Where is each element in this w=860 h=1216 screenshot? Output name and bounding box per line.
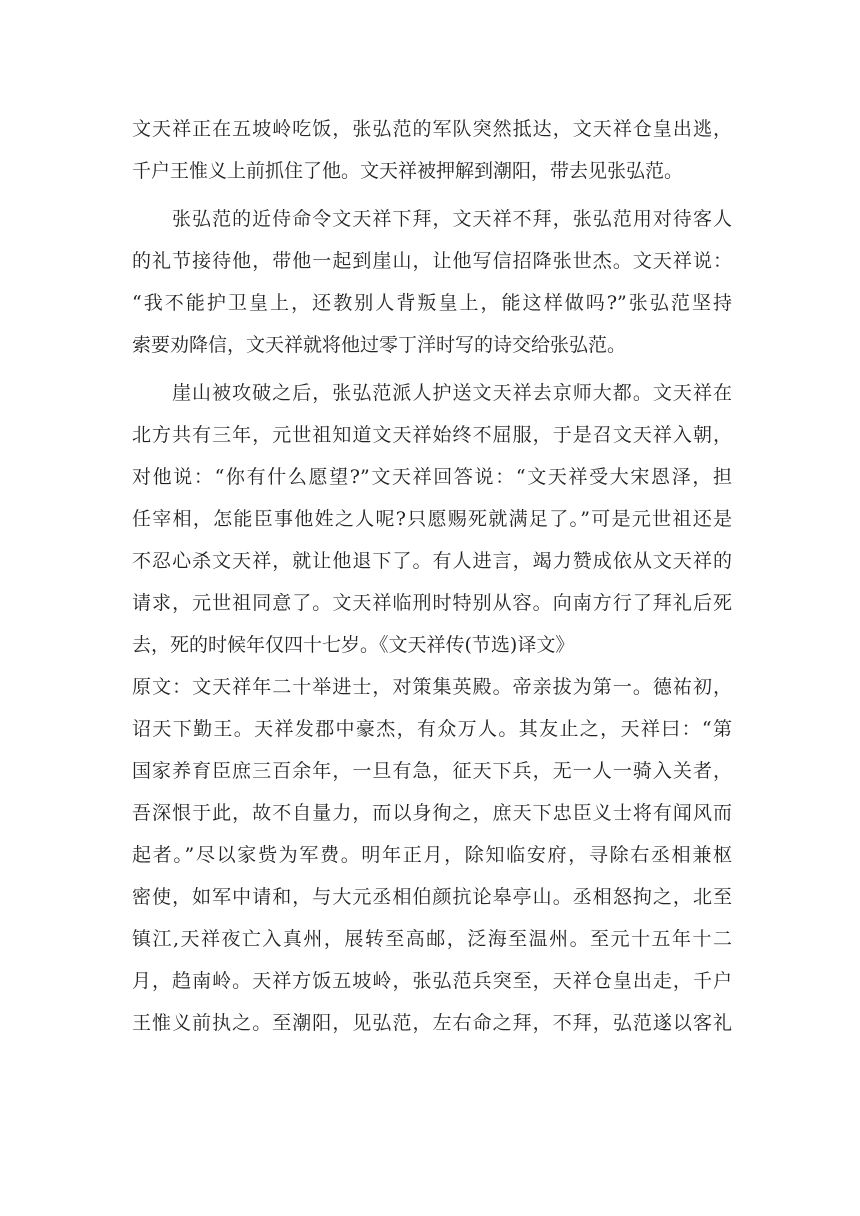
text-line: 吾深恨于此，故不自量力，而以身徇之，庶天下忠臣义士将有闻风而 xyxy=(132,802,732,824)
text-line: 不忍心杀文天祥，就让他退下了。有人进言，竭力赞成依从文天祥的 xyxy=(132,550,732,572)
text-line: 北方共有三年，元世祖知道文天祥始终不屈服，于是召文天祥入朝， xyxy=(132,424,732,446)
paragraph-first-line: 崖山被攻破之后，张弘范派人护送文天祥去京师大都。文天祥在 xyxy=(172,382,732,404)
text-line: 去，死的时候年仅四十七岁。《文天祥传(节选)译文》 xyxy=(132,634,575,656)
paragraph-first-line: 张弘范的近侍命令文天祥下拜，文天祥不拜，张弘范用对待客人 xyxy=(172,208,732,230)
text-line: 密使，如军中请和，与大元丞相伯颜抗论皋亭山。丞相怒拘之，北至 xyxy=(132,886,732,908)
text-line: 索要劝降信，文天祥就将他过零丁洋时写的诗交给张弘范。 xyxy=(132,334,627,356)
text-line: 千户王惟义上前抓住了他。文天祥被押解到潮阳，带去见张弘范。 xyxy=(132,160,684,182)
text-line: 文天祥正在五坡岭吃饭，张弘范的军队突然抵达，文天祥仓皇出逃， xyxy=(132,118,732,140)
original-text-first-line: 原文：文天祥年二十举进士，对策集英殿。帝亲拔为第一。德祐初， xyxy=(132,676,732,698)
text-line: 请求，元世祖同意了。文天祥临刑时特别从容。向南方行了拜礼后死 xyxy=(132,592,732,614)
text-line: 王惟义前执之。至潮阳，见弘范，左右命之拜，不拜，弘范遂以客礼 xyxy=(132,1012,732,1034)
text-line: 镇江,天祥夜亡入真州，展转至高邮，泛海至温州。至元十五年十二 xyxy=(132,928,732,950)
text-line: 月，趋南岭。天祥方饭五坡岭，张弘范兵突至，天祥仓皇出走，千户 xyxy=(132,970,732,992)
text-line: 国家养育臣庶三百余年，一旦有急，征天下兵，无一人一骑入关者， xyxy=(132,760,732,782)
text-line: 的礼节接待他，带他一起到崖山，让他写信招降张世杰。文天祥说： xyxy=(132,250,732,272)
text-line: 对他说：“你有什么愿望?”文天祥回答说：“文天祥受大宋恩泽，担 xyxy=(132,466,732,488)
document-body xyxy=(132,108,732,1044)
text-line: 起者。”尽以家赀为军费。明年正月，除知临安府，寻除右丞相兼枢 xyxy=(132,844,732,866)
text-line: 诏天下勤王。天祥发郡中豪杰，有众万人。其友止之，天祥曰：“第 xyxy=(132,718,732,740)
text-line: 任宰相，怎能臣事他姓之人呢?只愿赐死就满足了。”可是元世祖还是 xyxy=(132,508,732,530)
text-line: “我不能护卫皇上，还教别人背叛皇上，能这样做吗?”张弘范坚持 xyxy=(132,292,732,314)
